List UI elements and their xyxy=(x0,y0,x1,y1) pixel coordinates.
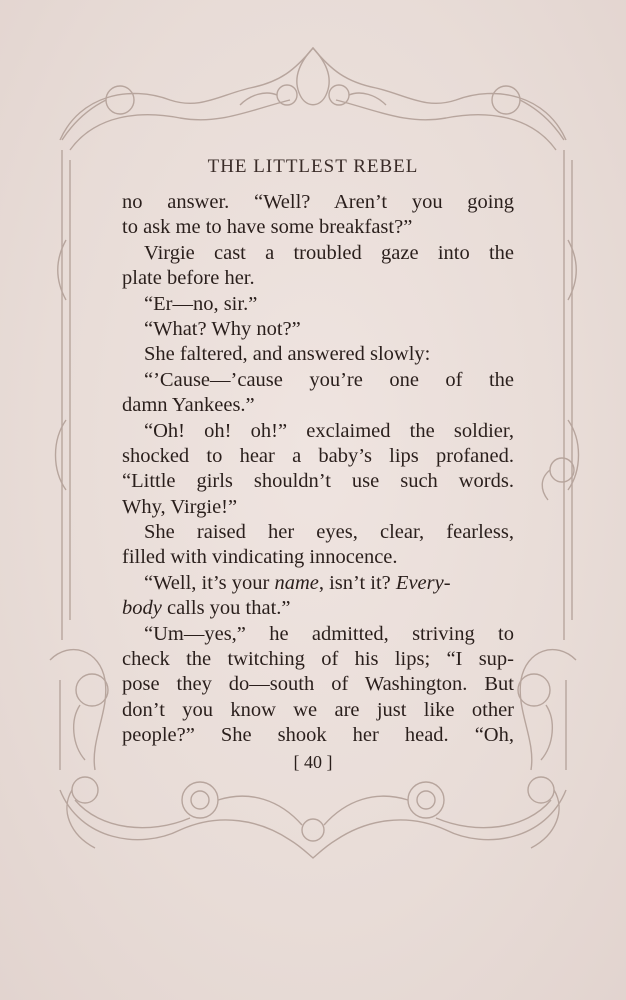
text-line: plate before her. xyxy=(122,267,255,290)
text-line: “’Cause—’cause you’re one of the xyxy=(144,368,514,391)
italic-word-every: Every- xyxy=(395,571,451,594)
text-line: damn Yankees.” xyxy=(122,394,255,417)
text-run: calls you that.” xyxy=(161,597,291,620)
text-line: “Er—no, sir.” xyxy=(144,292,258,315)
text-line: people?” She shook her head. “Oh, xyxy=(122,724,514,747)
text-line xyxy=(122,596,514,621)
text-line xyxy=(122,571,514,596)
italic-word-name: name xyxy=(274,571,319,594)
text-line: Why, Virgie!” xyxy=(122,495,238,518)
italic-word-body: body xyxy=(122,597,162,620)
text-line: don’t you know we are just like other xyxy=(122,698,514,721)
running-head: THE LITTLEST REBEL xyxy=(207,156,419,177)
text-line: “Little girls shouldn’t use such words. xyxy=(122,470,514,493)
text-line: no answer. “Well? Aren’t you going xyxy=(122,191,514,213)
text-line: “Um—yes,” he admitted, striving to xyxy=(144,622,514,645)
text-line: Virgie cast a troubled gaze into the xyxy=(144,241,514,264)
text-line: She raised her eyes, clear, fearless, xyxy=(144,521,514,544)
text-run: , isn’t it? xyxy=(318,571,396,594)
text-line: She faltered, and answered slowly: xyxy=(144,343,431,366)
page-number: [ 40 ] xyxy=(293,752,333,772)
body-text xyxy=(122,190,514,749)
text-run: “Well, it’s your xyxy=(144,571,275,594)
text-line: check the twitching of his lips; “I sup- xyxy=(122,648,514,671)
text-line: filled with vindicating innocence. xyxy=(122,546,398,569)
text-line: to ask me to have some breakfast?” xyxy=(122,216,413,239)
text-line: “Oh! oh! oh!” exclaimed the soldier, xyxy=(144,419,514,442)
text-line: “What? Why not?” xyxy=(144,317,301,340)
text-line: pose they do—south of Washington. But xyxy=(122,673,514,696)
text-line: shocked to hear a baby’s lips profaned. xyxy=(122,444,514,467)
